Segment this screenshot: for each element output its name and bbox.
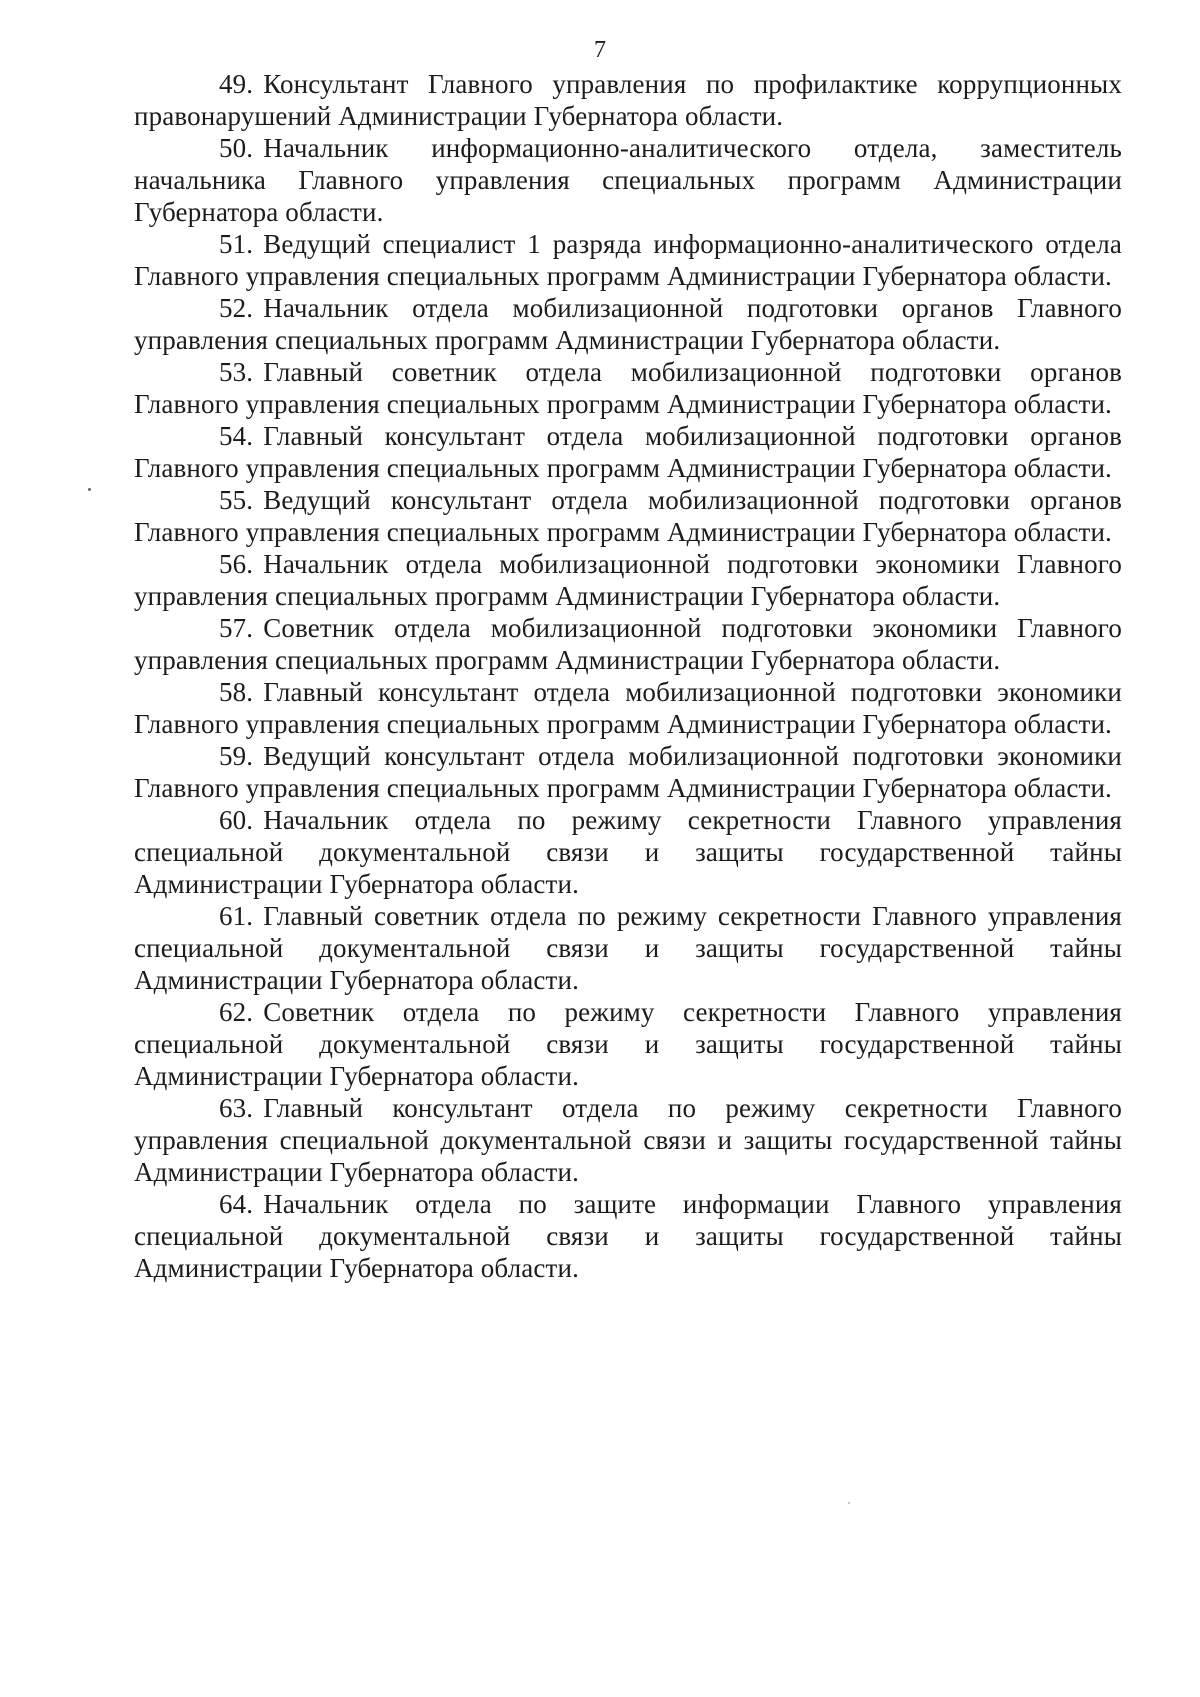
list-item — [134, 612, 1122, 676]
item-number: 51. — [219, 229, 254, 259]
list-item — [134, 292, 1122, 356]
list-item — [134, 228, 1122, 292]
scan-speck — [88, 488, 91, 491]
list-item — [134, 996, 1122, 1092]
item-number: 58. — [219, 677, 254, 707]
list-item — [134, 740, 1122, 804]
item-text: Ведущий консультант отдела мобилизационной подготовки экономики Главного управления специальных программ Администрации Губернатора области. — [134, 741, 1122, 803]
item-text: Ведущий консультант отдела мобилизационной подготовки органов Главного управления специальных программ Администрации Губернатора области. — [134, 485, 1122, 547]
list-item — [134, 1188, 1122, 1284]
item-text: Советник отдела мобилизационной подготовки экономики Главного управления специальных программ Администрации Губернатора области. — [134, 613, 1122, 675]
item-text: Советник отдела по режиму секретности Главного управления специальной документальной связи и защиты государственной тайны Администрации Губернатора области. — [134, 997, 1122, 1091]
list-item — [134, 484, 1122, 548]
item-number: 52. — [219, 293, 254, 323]
item-text: Начальник отдела мобилизационной подготовки органов Главного управления специальных программ Администрации Губернатора области. — [134, 293, 1122, 355]
item-text: Ведущий специалист 1 разряда информационно-аналитического отдела Главного управления специальных программ Администрации Губернатора области. — [134, 229, 1122, 291]
item-number: 55. — [219, 485, 254, 515]
item-number: 62. — [219, 997, 254, 1027]
list-item — [134, 420, 1122, 484]
item-number: 61. — [219, 901, 254, 931]
item-text: Главный консультант отдела мобилизационной подготовки органов Главного управления специальных программ Администрации Губернатора области. — [134, 421, 1122, 483]
list-item — [134, 804, 1122, 900]
item-number: 57. — [219, 613, 254, 643]
position-list — [134, 68, 1122, 1284]
item-text: Главный консультант отдела по режиму секретности Главного управления специальной документальной связи и защиты государственной тайны Администрации Губернатора области. — [134, 1093, 1122, 1187]
list-item — [134, 132, 1122, 228]
item-text: Главный советник отдела по режиму секретности Главного управления специальной документальной связи и защиты государственной тайны Администрации Губернатора области. — [134, 901, 1122, 995]
item-text: Начальник информационно-аналитического отдела, заместитель начальника Главного управления специальных программ Администрации Губернатора области. — [134, 133, 1122, 227]
item-text: Начальник отдела мобилизационной подготовки экономики Главного управления специальных программ Администрации Губернатора области. — [134, 549, 1122, 611]
item-number: 53. — [219, 357, 254, 387]
page-number: 7 — [594, 37, 606, 63]
item-number: 60. — [219, 805, 254, 835]
item-number: 54. — [219, 421, 254, 451]
item-number: 50. — [219, 133, 254, 163]
item-number: 49. — [219, 69, 254, 99]
list-item — [134, 676, 1122, 740]
item-text: Главный советник отдела мобилизационной подготовки органов Главного управления специальных программ Администрации Губернатора области. — [134, 357, 1122, 419]
item-number: 64. — [219, 1189, 254, 1219]
item-text: Консультант Главного управления по профилактике коррупционных правонарушений Администрации Губернатора области. — [134, 69, 1122, 131]
list-item — [134, 356, 1122, 420]
item-text: Начальник отдела по режиму секретности Главного управления специальной документальной связи и защиты государственной тайны Администрации Губернатора области. — [134, 805, 1122, 899]
item-number: 56. — [219, 549, 254, 579]
list-item — [134, 900, 1122, 996]
scan-speck — [848, 1502, 850, 1504]
item-text: Главный консультант отдела мобилизационной подготовки экономики Главного управления специальных программ Администрации Губернатора области. — [134, 677, 1122, 739]
item-number: 59. — [219, 741, 254, 771]
list-item — [134, 548, 1122, 612]
item-text: Начальник отдела по защите информации Главного управления специальной документальной связи и защиты государственной тайны Администрации Губернатора области. — [134, 1189, 1122, 1283]
item-number: 63. — [219, 1093, 254, 1123]
list-item — [134, 68, 1122, 132]
list-item — [134, 1092, 1122, 1188]
